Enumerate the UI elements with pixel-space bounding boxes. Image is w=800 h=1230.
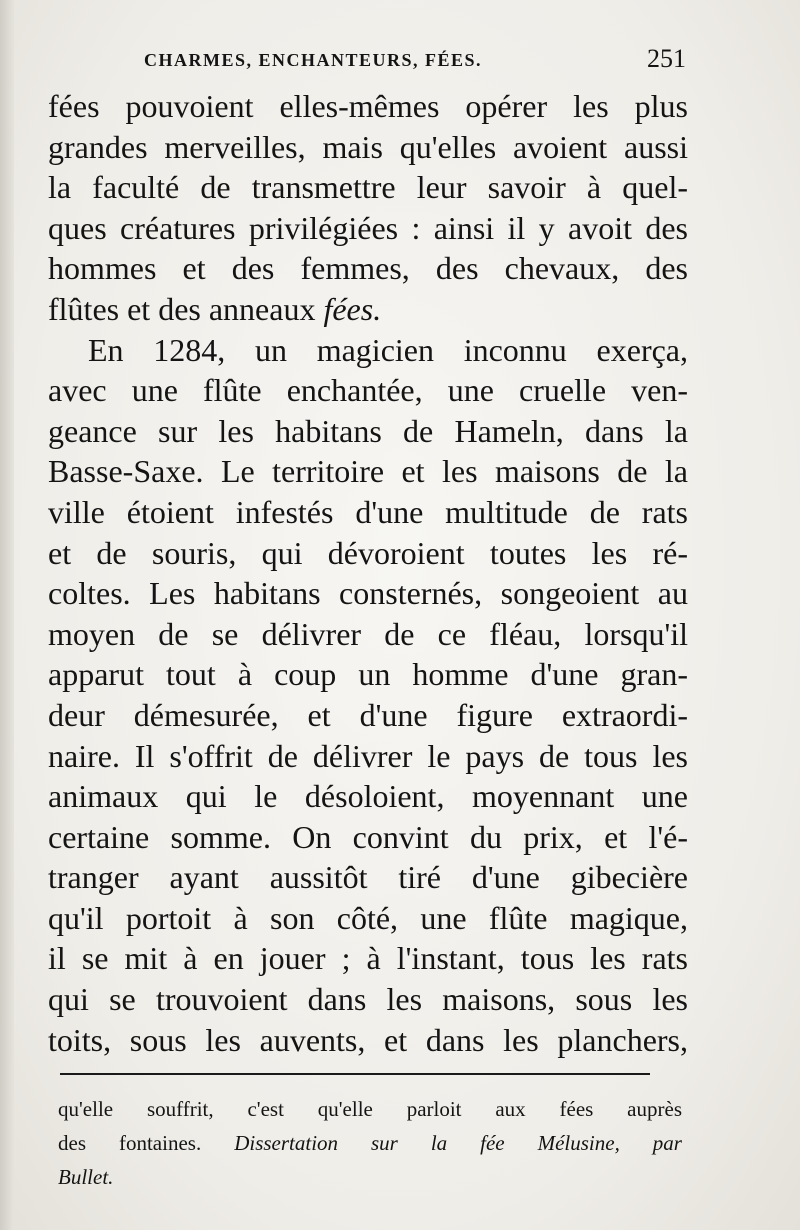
text-line: qu'il portoit à son côté, une flûte magique, (48, 899, 688, 936)
text-line: deur démesurée, et d'une figure extraordi- (48, 696, 688, 733)
page-header (50, 46, 686, 76)
text-line: toits, sous les auvents, et dans les planchers, (48, 1021, 688, 1058)
italic-word: fées. (323, 290, 382, 327)
text-line-start: flûtes et des anneaux (48, 290, 316, 327)
running-head: CHARMES, ENCHANTEURS, FÉES. (144, 50, 483, 70)
text-line: grandes merveilles, mais qu'elles avoient aussi (48, 128, 688, 165)
text-line: et de souris, qui dévoroient toutes les ré- (48, 534, 688, 571)
text-line: animaux qui le désoloient, moyennant une (48, 778, 688, 815)
footnote-line (58, 1126, 682, 1160)
footnote-text: des fontaines. (58, 1131, 202, 1155)
footnote-rule (60, 1073, 650, 1075)
text-line: il se mit à en jouer ; à l'instant, tous les rats (48, 940, 688, 977)
text-line: qui se trouvoient dans les maisons, sous les (48, 981, 688, 1018)
page-gutter-shadow (0, 0, 14, 1230)
text-line: hommes et des femmes, des chevaux, des (48, 250, 688, 287)
text-line: ques créatures privilégiées : ainsi il y avoit des (48, 209, 688, 246)
text-line: moyen de se délivrer de ce fléau, lorsqu'il (48, 615, 688, 652)
page-number: 251 (647, 44, 686, 73)
main-text (48, 86, 688, 1060)
footnote-line: qu'elle souffrit, c'est qu'elle parloit aux fées auprès (58, 1097, 682, 1121)
text-line: ville étoient infestés d'une multitude de rats (48, 493, 688, 530)
footnote (58, 1092, 682, 1194)
text-line: fées pouvoient elles-mêmes opérer les plus (48, 88, 688, 124)
footnote-citation: Dissertation sur la fée Mélusine, par (234, 1131, 682, 1155)
text-line: naire. Il s'offrit de délivrer le pays de tous les (48, 737, 688, 774)
text-line: avec une flûte enchantée, une cruelle ven- (48, 372, 688, 409)
footnote-line (58, 1160, 682, 1194)
footnote-author: Bullet. (58, 1165, 114, 1189)
text-line-paragraph-end (48, 289, 688, 330)
text-line: tranger ayant aussitôt tiré d'une gibecière (48, 859, 688, 896)
text-line: coltes. Les habitans consternés, songeoient au (48, 575, 688, 612)
text-line: apparut tout à coup un homme d'une gran- (48, 656, 688, 693)
text-line: certaine somme. On convint du prix, et l'é- (48, 818, 688, 855)
text-line-paragraph-start: En 1284, un magicien inconnu exerça, (88, 331, 688, 368)
text-line: Basse-Saxe. Le territoire et les maisons de la (48, 453, 688, 490)
text-line: geance sur les habitans de Hameln, dans la (48, 412, 688, 449)
text-line: la faculté de transmettre leur savoir à quel- (48, 169, 688, 206)
